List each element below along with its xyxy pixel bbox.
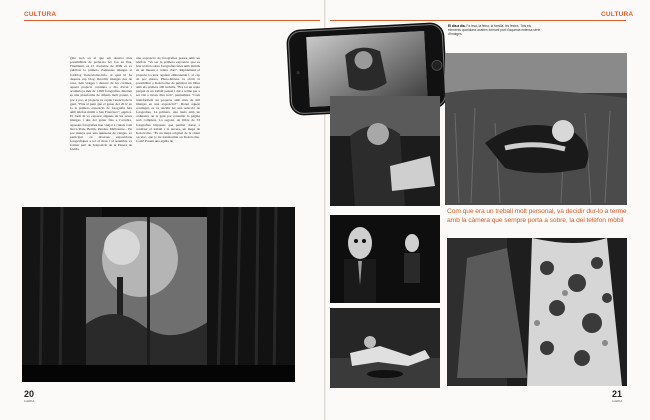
header-rule-right <box>330 20 626 21</box>
article-column-1: gina web on el que em donava més possibilitats de poder-ho fer fou en fins. Finalment, el 15 d'octubre de 2009 es va publicar la primera d'aquestes imatges al fotoblog Kokoviolno.info, al qual hi ha després cap blog. Recollir imatges des de casa, dels viatges i darrere de les cortines, aquest projecte continua a dia d'avui i acumula ja més de 1.000 fotografies. Internet és una plataforma de difusió molt potent, i, poc a poc, el projecte va captar l'atenció de la gent. "Fins al punt que el gener del 2012 en fa la primera exposició de fotografia feta amb telèfon mòbil a San Francisco", explica. El Jordi hi va exposar algunes de les seves imatges i des del gener fins a l'octubre, aquestes fotografies han viatjat a ciutats com Nova York, Berlín, Parelsa, Melbourne... En poc menys que una quinzena de viatges, va participar en diverses exposicions fotogràfiques a tot el món i al setembre va formar part de l'exposició de la Panera de Lleida. <box>70 56 132 152</box>
caption-text: Fa lesa, la feina, la familia, les festes. Tots els elements quotidians acaben formant part d'aquesta extensa sèrie d'imatges. <box>448 24 541 36</box>
photo-masked-figure <box>330 215 440 303</box>
page-number-right: 21 <box>612 389 623 399</box>
photo-child-drawing <box>330 96 440 206</box>
section-label-left: CULTURA <box>24 11 57 18</box>
page-number-left: 20 <box>24 389 35 399</box>
magazine-name-right: LLEIDA <box>612 399 623 403</box>
header-rule-left <box>24 20 320 21</box>
photo-caption <box>448 24 544 36</box>
photo-figure-on-floor <box>330 308 440 388</box>
section-label-right: CULTURA <box>601 11 634 18</box>
pull-quote: Com que era un treball molt personal, va decidir dur-lo a terme amb la càmera que sempre porta a sobre, la del telèfon mòbil <box>447 208 627 224</box>
photo-person-grass <box>445 53 627 205</box>
photo-floral-dress <box>447 238 627 386</box>
magazine-name-left: LLEIDA <box>24 399 35 403</box>
article-column-2: una exposició de fotografies preses amb un telèfon. "Va ser la primera exposició que es feia al món sobre fotografies fetes amb mòbils en un museu o centre d'art". Ràpidament el projecte va anar agafant embranzida i, al cap de poc mesos, Photo-Kiruna va oferir la possibilitat a Kokovolno de publicar un llibre amb els primers 100 treballs. "Era tot un repte perquè és un treball pensat i dut a terme per a ser vist a través d'un web", puntualitza. "Com transformem un projecte amb més de mil imatges en una exposició?". Donat aquest contingut, es va decidir fer una selecció de fotografies. La primera, una taula amb un ordinador on la gent pot consultar la pàgina web completa. La segona, un llibre de 53 fotografies impreses que permet donar a conèixer el treball i la tercera, un mapa de Kokovolno. "És un mapa original de la ciutat on visc, que jo he transformat en Kokovolno. Com? Posant una agulla de <box>136 56 200 144</box>
caption-bold: El dia a dia. <box>448 24 466 28</box>
photo-window-curtains <box>22 207 295 382</box>
